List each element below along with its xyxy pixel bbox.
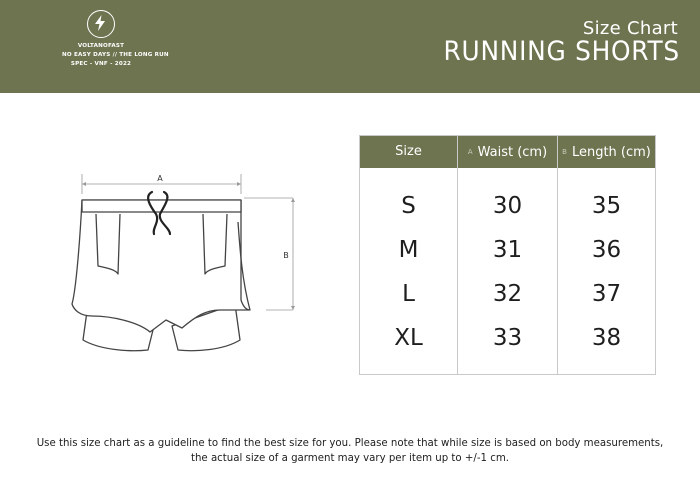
note-line-2: the actual size of a garment may vary per item up to +/-1 cm. — [190, 453, 510, 464]
size-column — [360, 184, 457, 360]
size-cell: S — [401, 193, 416, 219]
dim-a-label: A — [157, 174, 163, 183]
col-header-size: Size — [360, 136, 457, 168]
col-header-length: B Length (cm) — [558, 136, 655, 168]
dim-b-label: B — [283, 251, 289, 260]
shorts-diagram — [60, 170, 310, 370]
size-guideline-note — [20, 436, 680, 466]
brand-name: VOLTANOFAST — [77, 43, 125, 49]
waist-cell: 31 — [492, 237, 523, 263]
size-table — [359, 135, 656, 375]
dimension-b — [244, 198, 295, 310]
waist-cell: 30 — [492, 193, 523, 219]
length-tag: B — [562, 148, 567, 156]
dimension-a — [82, 174, 241, 194]
brand-tagline: NO EASY DAYS // THE LONG RUN — [62, 52, 169, 58]
size-cell: L — [402, 281, 415, 307]
waist-column — [458, 184, 557, 360]
brand-logo — [62, 6, 169, 80]
length-cell: 37 — [591, 281, 622, 307]
length-cell: 35 — [591, 193, 622, 219]
length-cell: 38 — [591, 325, 622, 351]
header-banner — [0, 0, 700, 93]
waist-cell: 32 — [492, 281, 523, 307]
shorts-outline — [72, 200, 250, 351]
length-column — [558, 184, 655, 360]
note-line-1: Use this size chart as a guideline to find the best size for you. Please note that while size is based on body measurements, — [36, 438, 664, 449]
col-header-waist: A Waist (cm) — [458, 136, 557, 168]
size-cell: M — [398, 237, 419, 263]
waist-cell: 33 — [492, 325, 523, 351]
brand-spec: SPEC - VNF - 2022 — [70, 61, 132, 67]
lightning-bolt-icon — [87, 10, 115, 38]
page-title: RUNNING SHORTS — [443, 36, 680, 67]
size-cell: XL — [394, 325, 423, 351]
waist-tag: A — [467, 148, 473, 156]
length-cell: 36 — [591, 237, 622, 263]
page-subtitle: Size Chart — [582, 18, 678, 39]
